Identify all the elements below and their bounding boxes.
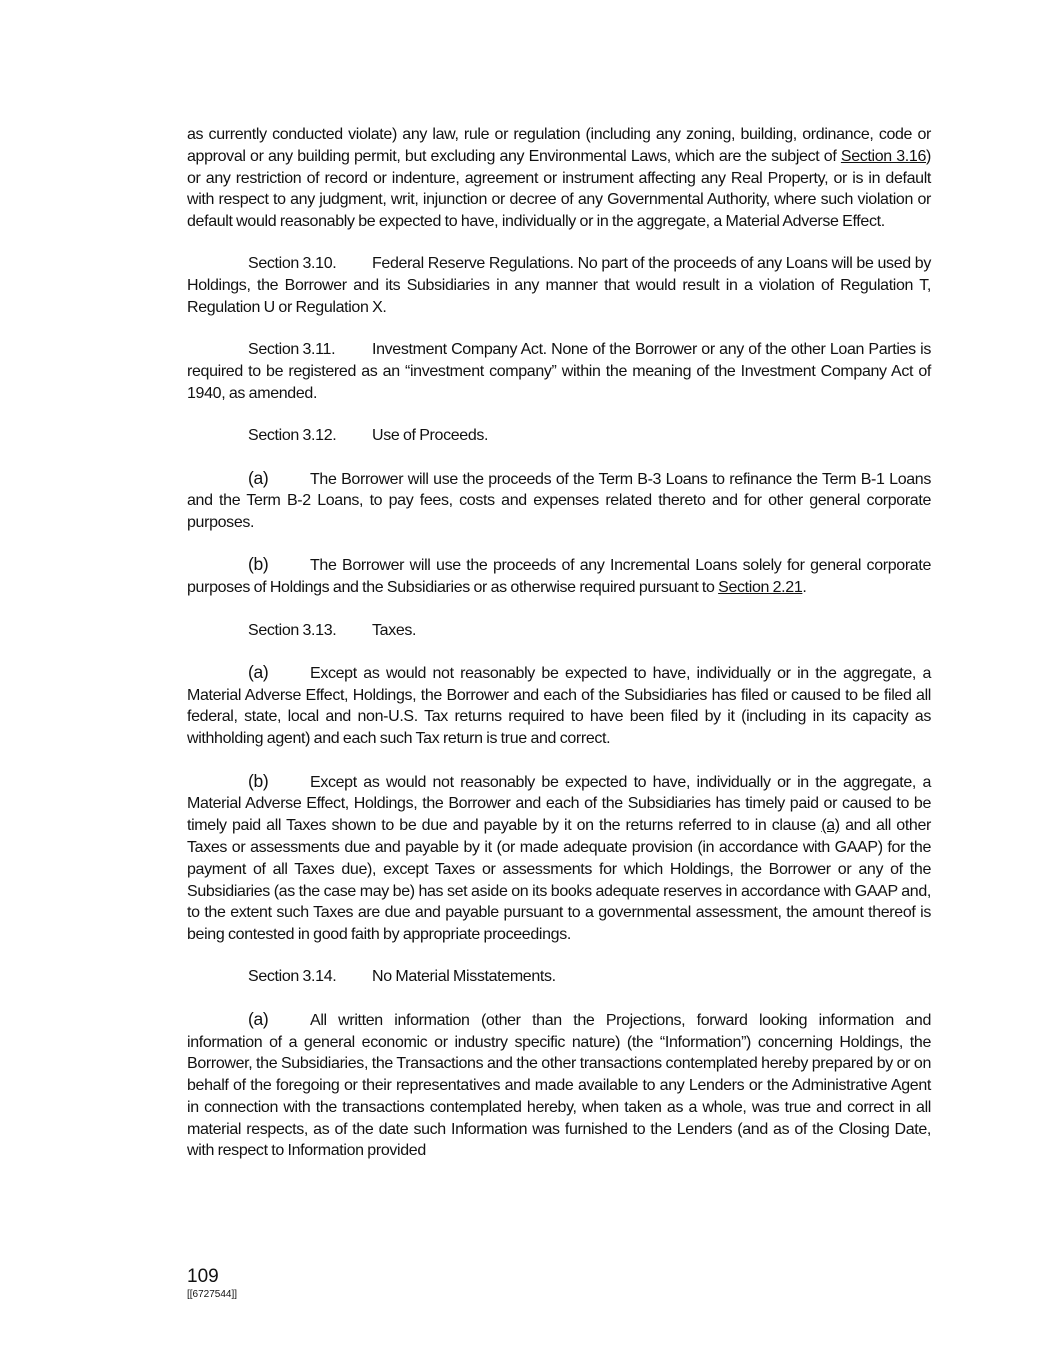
clause-3-12-b [187, 554, 931, 599]
text: as currently conducted violate) any law, rule or regulation (including any zoning, building, ordinance, code or approval or any building permit, but excluding any Environmental Laws, which are the subject of [187, 126, 931, 165]
text: None of the Borrower or any of the other Loan Parties is required to be registered as an “investment company” within the meaning of the Investment Company Act of 1940, as amended. [187, 341, 931, 402]
document-body [187, 124, 931, 1183]
clause-3-12-a [187, 468, 931, 534]
section-3-14 [187, 966, 931, 988]
section-2-21-link[interactable]: Section 2.21 [718, 579, 803, 597]
clause-label: (b) [248, 554, 269, 575]
clause-a-link[interactable]: (a) [821, 817, 840, 835]
text: . [802, 579, 807, 597]
section-number: Section 3.12. [248, 427, 337, 445]
section-title: No Material Misstatements. [372, 968, 556, 986]
text: Except as would not reasonably be expected to have, individually or in the aggregate, a Material Adverse Effect, Holdings, the Borrower and each of the Subsidiaries has filed or caused to be filed all federal, state, local and non-U.S. Tax returns required to have been filed by it (including in its capacity as withholding agent) and each such Tax return is true and correct. [187, 664, 931, 748]
document-reference: [[6727544]] [187, 1289, 238, 1300]
text: Except as would not reasonably be expected to have, individually or in the aggregate, a Material Adverse Effect, Holdings, the Borrower and each of the Subsidiaries has timely paid or caused to be timely paid all Taxes shown to be due and payable by it on the returns referred to in clause [187, 773, 931, 835]
text: No part of the proceeds of any Loans will be used by Holdings, the Borrower and its Subsidiaries in any manner that would result in a violation of Regulation T, Regulation U or Regulation X. [187, 255, 931, 317]
section-3-11 [187, 339, 931, 404]
section-number: Section 3.10. [248, 255, 337, 273]
section-number: Section 3.13. [248, 621, 337, 639]
clause-label: (a) [248, 1008, 269, 1029]
clause-label: (a) [248, 467, 269, 488]
clause-3-14-a [187, 1009, 931, 1163]
section-3-16-link[interactable]: Section 3.16 [840, 147, 926, 165]
section-title: Federal Reserve Regulations. [372, 255, 574, 273]
page-number: 109 [187, 1266, 219, 1287]
page-footer [187, 1266, 237, 1301]
text: ) or any restriction of record or indenture, agreement or instrument affecting any Real Property, or is in default with respect to any judgment, writ, injunction or decree of any Governmental Authority, where such violation or default would reasonably be expected to have, individually or in the aggregate, a Material Adverse Effect. [187, 147, 931, 231]
section-number: Section 3.11. [248, 341, 336, 359]
section-title: Taxes. [372, 621, 417, 639]
section-3-12 [187, 425, 931, 447]
text: The Borrower will use the proceeds of the Term B-3 Loans to refinance the Term B-1 Loans and the Term B-2 Loans, to pay fees, costs and expenses related thereto and for other general corporate purposes. [187, 470, 931, 532]
text: The Borrower will use the proceeds of any Incremental Loans solely for general corporate purposes of Holdings and the Subsidiaries or as otherwise required pursuant to [187, 557, 931, 597]
section-3-13 [187, 620, 931, 642]
section-title: Investment Company Act. [372, 341, 547, 359]
text: and all other Taxes or assessments due and payable by it (or made adequate provision (in accordance with GAAP) for the payment of all Taxes due), except Taxes or assessments for which Holdings, the Borrower or any of the Subsidiaries (as the case may be) has set aside on its books adequate reserves in accordance with GAAP and, to the extent such Taxes are due and payable pursuant to a governmental assessment, the amount thereof is being contested in good faith by appropriate proceedings. [187, 817, 932, 944]
clause-label: (a) [248, 661, 269, 682]
clause-label: (b) [248, 770, 269, 791]
clause-3-13-b [187, 771, 931, 946]
section-title: Use of Proceeds. [372, 427, 489, 445]
section-number: Section 3.14. [248, 968, 337, 986]
text: All written information (other than the Projections, forward looking information and information of a general economic or industry specific nature) (the “Information”) concerning Holdings, the Borrower, the Subsidiaries, the Transactions and the other transactions contemplated hereby prepared by or on behalf of the foregoing or their representatives and made available to any Lenders or the Administrative Agent in connection with the transactions contemplated hereby, when taken as a whole, was true and correct in all material respects, as of the date such Information was furnished to the Lenders (and as of the Closing Date, with respect to Information provided [187, 1011, 931, 1160]
section-3-10 [187, 253, 931, 318]
paragraph-continuation [187, 124, 931, 233]
clause-3-13-a [187, 662, 931, 750]
